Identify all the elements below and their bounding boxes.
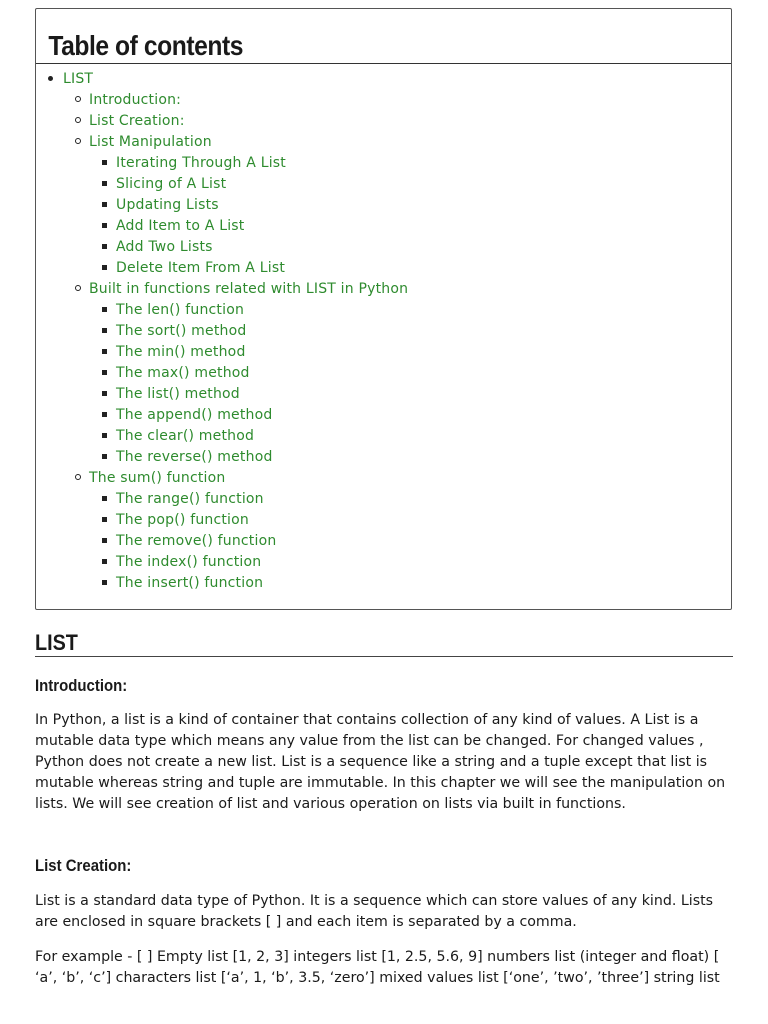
intro-paragraph: In Python, a list is a kind of container that contains collection of any kind of values. A List is a mutable data type which means any value from the list can be changed. For changed values , Python does not create a new list. List is a sequence like a string and a tuple except that list is mutable whereas string and tuple are immutable. In this chapter we will see the manipulation on lists. We will see creation of list and various operation on lists via built in functions. xyxy=(35,712,726,812)
toc-subsection-item xyxy=(89,319,731,340)
toc-subsection-item xyxy=(89,571,731,592)
toc-subsection-item xyxy=(89,445,731,466)
toc-subsection-item xyxy=(89,403,731,424)
circle-bullet-icon xyxy=(75,285,81,291)
square-bullet-icon xyxy=(102,349,107,354)
square-bullet-icon xyxy=(102,412,107,417)
square-bullet-icon xyxy=(102,517,107,522)
square-bullet-icon xyxy=(102,559,107,564)
toc-sections xyxy=(36,88,731,592)
toc-subsection-item xyxy=(89,235,731,256)
toc-section-item xyxy=(36,466,731,592)
square-bullet-icon xyxy=(102,370,107,375)
square-bullet-icon xyxy=(102,223,107,228)
toc-subsection-link[interactable]: The len() function xyxy=(116,302,245,318)
toc-subsection-item xyxy=(89,256,731,277)
square-bullet-icon xyxy=(102,538,107,543)
toc-subsection-item xyxy=(89,214,731,235)
toc-subsection-item xyxy=(89,361,731,382)
toc-subsection-item xyxy=(89,298,731,319)
toc-subsection-list xyxy=(89,151,731,277)
circle-bullet-icon xyxy=(75,117,81,123)
subheading-introduction: Introduction: xyxy=(35,676,128,695)
toc-subsection-list xyxy=(89,298,731,466)
toc-section-link[interactable]: The sum() function xyxy=(89,470,226,486)
toc-section-link[interactable]: List Creation: xyxy=(89,113,185,129)
toc-subsection-item xyxy=(89,172,731,193)
square-bullet-icon xyxy=(102,496,107,501)
toc-subsection-link[interactable]: Delete Item From A List xyxy=(116,260,286,276)
toc-subsection-link[interactable]: The index() function xyxy=(116,554,262,570)
square-bullet-icon xyxy=(102,202,107,207)
toc-subsection-item xyxy=(89,529,731,550)
square-bullet-icon xyxy=(102,328,107,333)
toc-subsection-link[interactable]: The reverse() method xyxy=(116,449,273,465)
toc-subsection-item xyxy=(89,382,731,403)
toc-section-link[interactable]: Introduction: xyxy=(89,92,182,108)
toc-section-item xyxy=(36,130,731,277)
toc-subsection-link[interactable]: The insert() function xyxy=(116,575,264,591)
square-bullet-icon xyxy=(102,391,107,396)
circle-bullet-icon xyxy=(75,96,81,102)
toc-subsection-item xyxy=(89,550,731,571)
toc-subsection-link[interactable]: The clear() method xyxy=(116,428,255,444)
toc-list xyxy=(36,67,731,88)
square-bullet-icon xyxy=(102,307,107,312)
toc-subsection-item xyxy=(89,193,731,214)
toc-subsection-item xyxy=(89,487,731,508)
toc-subsection-link[interactable]: Add Item to A List xyxy=(116,218,245,234)
example-paragraph: For example - [ ] Empty list [1, 2, 3] integers list [1, 2.5, 5.6, 9] numbers list (integer and float) [ ‘a’, ‘b’, ‘c’] characters list [‘a’, 1, ‘b’, 3.5, ‘zero’] mixed values list [‘one’, ’two’, ’three’] string list xyxy=(35,949,720,986)
toc-subsection-item xyxy=(89,508,731,529)
toc-subsection-link[interactable]: Add Two Lists xyxy=(116,239,213,255)
toc-link-list[interactable]: LIST xyxy=(63,71,94,87)
toc-subsection-link[interactable]: The range() function xyxy=(116,491,264,507)
circle-bullet-icon xyxy=(75,138,81,144)
toc-section-link[interactable]: List Manipulation xyxy=(89,134,212,150)
toc-subsection-item xyxy=(89,424,731,445)
square-bullet-icon xyxy=(102,454,107,459)
toc-subsection-link[interactable]: The remove() function xyxy=(116,533,277,549)
creation-paragraph: List is a standard data type of Python. It is a sequence which can store values of any kind. Lists are enclosed in square brackets [ ] and each item is separated by a comma. xyxy=(35,893,714,930)
square-bullet-icon xyxy=(102,580,107,585)
toc-section-item xyxy=(36,88,731,109)
toc-subsection-link[interactable]: The append() method xyxy=(116,407,273,423)
square-bullet-icon xyxy=(102,244,107,249)
toc-subsection-item xyxy=(89,151,731,172)
square-bullet-icon xyxy=(102,160,107,165)
subheading-list-creation: List Creation: xyxy=(35,856,132,875)
square-bullet-icon xyxy=(102,265,107,270)
toc-subsection-link[interactable]: The list() method xyxy=(116,386,240,402)
toc-item-list xyxy=(36,67,731,88)
section-heading-list: LIST xyxy=(35,630,78,655)
toc-subsection-link[interactable]: The sort() method xyxy=(116,323,247,339)
toc-subsection-link[interactable]: Iterating Through A List xyxy=(116,155,286,171)
table-of-contents xyxy=(35,8,732,610)
toc-subsection-link[interactable]: Slicing of A List xyxy=(116,176,227,192)
toc-divider xyxy=(36,63,731,64)
square-bullet-icon xyxy=(102,181,107,186)
toc-subsection-link[interactable]: The min() method xyxy=(116,344,246,360)
toc-subsection-link[interactable]: The pop() function xyxy=(116,512,249,528)
heading-divider xyxy=(35,656,733,657)
toc-subsection-list xyxy=(89,487,731,592)
toc-subsection-item xyxy=(89,340,731,361)
toc-section-item xyxy=(36,277,731,466)
toc-section-item xyxy=(36,109,731,130)
circle-bullet-icon xyxy=(75,474,81,480)
toc-section-link[interactable]: Built in functions related with LIST in Python xyxy=(89,281,409,297)
toc-subsection-link[interactable]: The max() method xyxy=(116,365,250,381)
toc-subsection-link[interactable]: Updating Lists xyxy=(116,197,219,213)
toc-title: Table of contents xyxy=(48,30,243,61)
disc-bullet-icon xyxy=(48,76,53,81)
square-bullet-icon xyxy=(102,433,107,438)
